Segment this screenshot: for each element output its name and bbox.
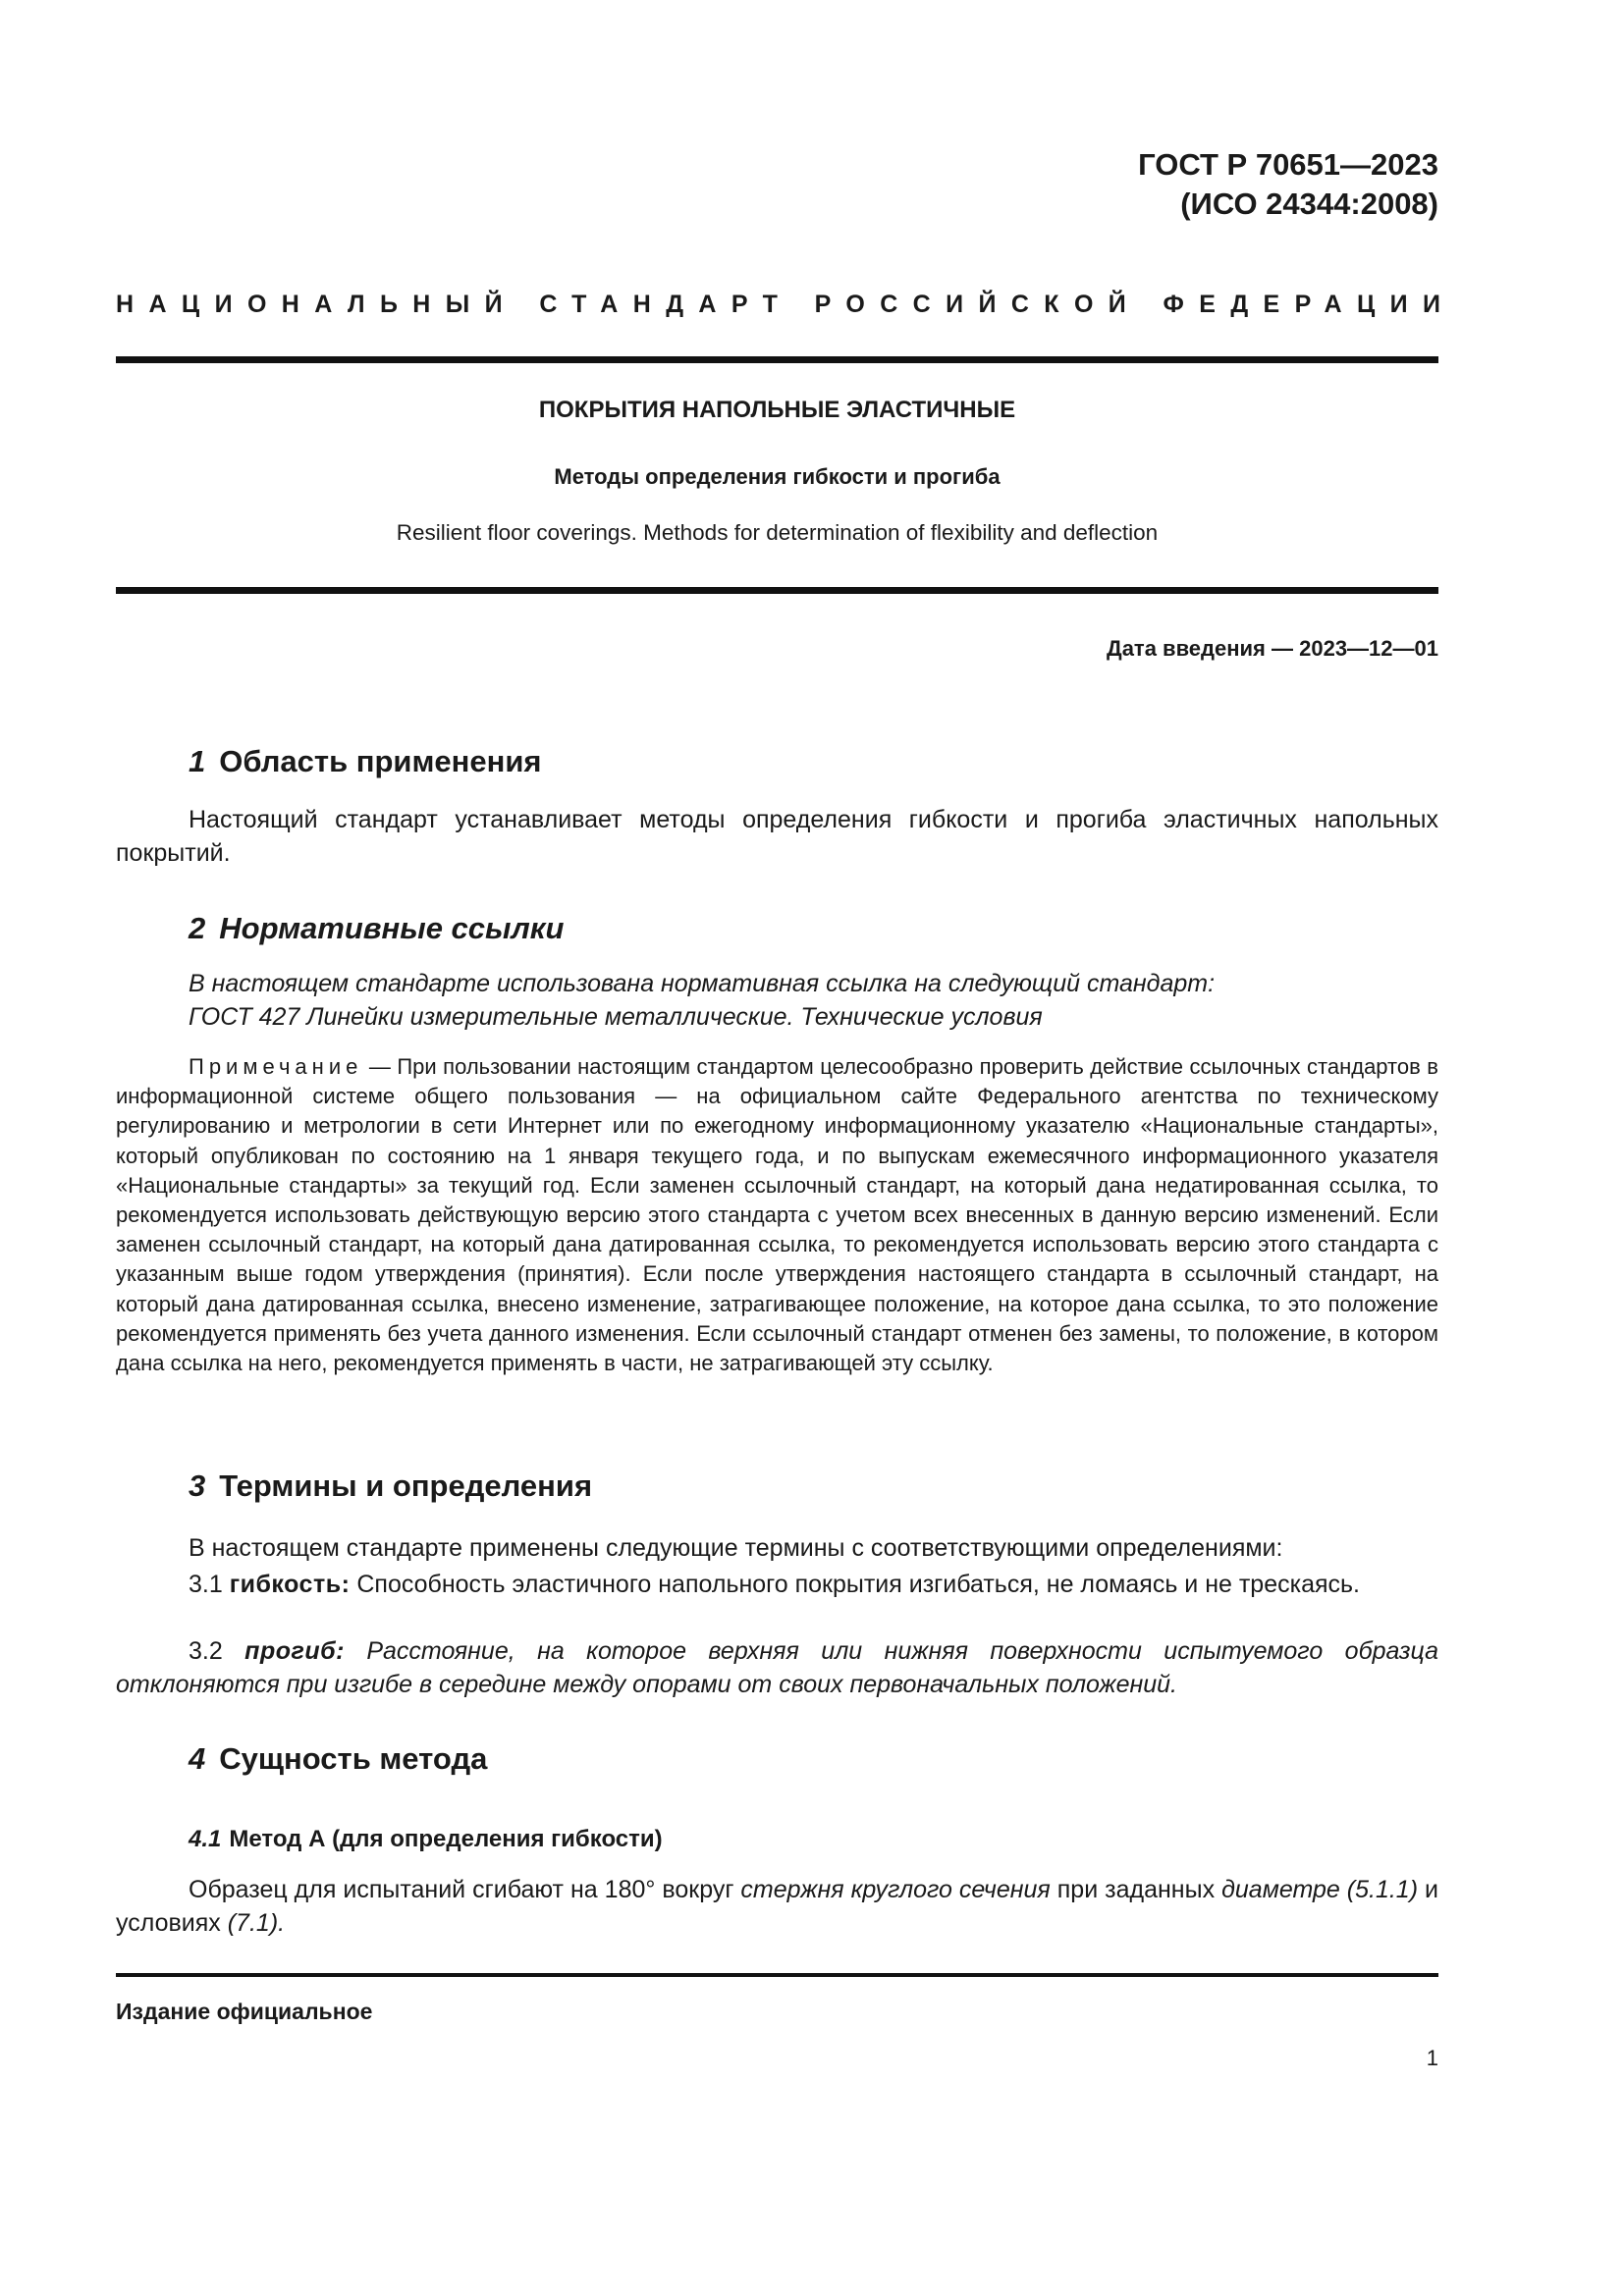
title-english: Resilient floor coverings. Methods for determination of flexibility and deflection <box>396 520 1159 545</box>
section-1-text: Настоящий стандарт устанавливает методы определения гибкости и прогиба эластичных напольных покрытий. <box>116 806 1438 867</box>
term-definition: Способность эластичного напольного покрытия изгибаться, не ломаясь и не трескаясь. <box>350 1571 1361 1598</box>
document-designation <box>1138 145 1438 224</box>
section-3-heading <box>189 1468 592 1504</box>
document-page <box>116 0 1456 2296</box>
national-standard-banner: НАЦИОНАЛЬНЫЙ СТАНДАРТ РОССИЙСКОЙ ФЕДЕРАЦИИ <box>116 291 1456 318</box>
section-number: 2 <box>189 911 206 945</box>
subsection-4-1-heading <box>189 1826 663 1853</box>
header-rule-top <box>116 356 1438 363</box>
title-main: ПОКРЫТИЯ НАПОЛЬНЫЕ ЭЛАСТИЧНЫЕ <box>538 397 1016 423</box>
normative-note <box>116 1052 1438 1378</box>
page-number: 1 <box>1426 2046 1438 2070</box>
section-title: Сущность метода <box>219 1741 488 1776</box>
section-number: 1 <box>189 744 206 778</box>
title-sub: Методы определения гибкости и прогиба <box>554 464 1001 489</box>
rod-reference: стержня круглого сечения <box>740 1876 1051 1903</box>
method-text-part: Образец для испытаний сгибают на 180° вокруг <box>189 1876 741 1903</box>
method-text-part: при заданных <box>1050 1876 1222 1903</box>
section-number: 3 <box>189 1468 206 1503</box>
official-edition-label: Издание официальное <box>116 1999 373 2024</box>
section-title: Нормативные ссылки <box>219 911 565 945</box>
header-rule-bottom <box>116 587 1438 594</box>
subsection-number: 4.1 <box>189 1826 222 1852</box>
section-title: Область применения <box>219 744 542 778</box>
diameter-reference: диаметре (5.1.1) <box>1221 1876 1419 1903</box>
terms-intro: В настоящем стандарте применены следующие термины с соответствующими определениями: <box>189 1534 1283 1562</box>
conditions-reference: (7.1). <box>227 1909 286 1937</box>
normative-reference-item: ГОСТ 427 Линейки измерительные металлические. Технические условия <box>189 1003 1043 1031</box>
note-label: Примечание <box>189 1054 363 1079</box>
term-definition: Расстояние, на которое верхняя или нижняя поверхности испытуемого образца отклоняются при изгибе в середине между опорами от своих первоначальных положений. <box>116 1637 1438 1698</box>
term-deflection <box>116 1634 1438 1701</box>
footer-rule <box>116 1973 1438 1977</box>
section-1-heading <box>189 744 542 779</box>
method-a-text <box>116 1873 1438 1940</box>
term-number: 3.1 <box>189 1571 230 1598</box>
normative-reference-intro: В настоящем стандарте использована нормативная ссылка на следующий стандарт: <box>189 970 1216 997</box>
section-number: 4 <box>189 1741 206 1776</box>
method-text-part: и условиях <box>116 1876 1438 1937</box>
subsection-title: Метод А (для определения гибкости) <box>229 1826 663 1852</box>
iso-number: (ИСО 24344:2008) <box>1180 187 1438 221</box>
section-4-heading <box>189 1741 487 1777</box>
term-name: прогиб: <box>244 1637 345 1665</box>
introduction-date: Дата введения — 2023—12—01 <box>1107 636 1438 661</box>
section-2-heading <box>189 911 564 946</box>
section-title: Термины и определения <box>219 1468 593 1503</box>
term-number: 3.2 <box>189 1637 245 1665</box>
note-text: — При пользовании настоящим стандартом целесообразно проверить действие ссылочных стандартов в информационной системе общего пользования — на официальном сайте Федерального агентства по техническому регулированию и метрологии в сети Интернет или по ежегодному информационному указателю «Национальные стандарты», который опубликован по состоянию на 1 января текущего года, и по выпускам ежемесячного информационного указателя «Национальные стандарты» за текущий год. Если заменен ссылочный стандарт, на который дана недатированная ссылка, то рекомендуется использовать действующую версию этого стандарта с учетом всех внесенных в данную версию изменений. Если заменен ссылочный стандарт, на который дана датированная ссылка, то рекомендуется использовать версию этого стандарта с указанным выше годом утверждения (принятия). Если после утверждения настоящего стандарта в ссылочный стандарт, на который дана датированная ссылка, внесено изменение, затрагивающее положение, на которое дана ссылка, то это положение рекомендуется применять без учета данного изменения. Если ссылочный стандарт отменен без замены, то положение, в котором дана ссылка на него, рекомендуется применять в части, не затрагивающей эту ссылку. <box>116 1054 1438 1376</box>
term-name: гибкость: <box>229 1571 351 1598</box>
term-flexibility <box>116 1568 1438 1601</box>
gost-number: ГОСТ Р 70651—2023 <box>1138 147 1438 182</box>
